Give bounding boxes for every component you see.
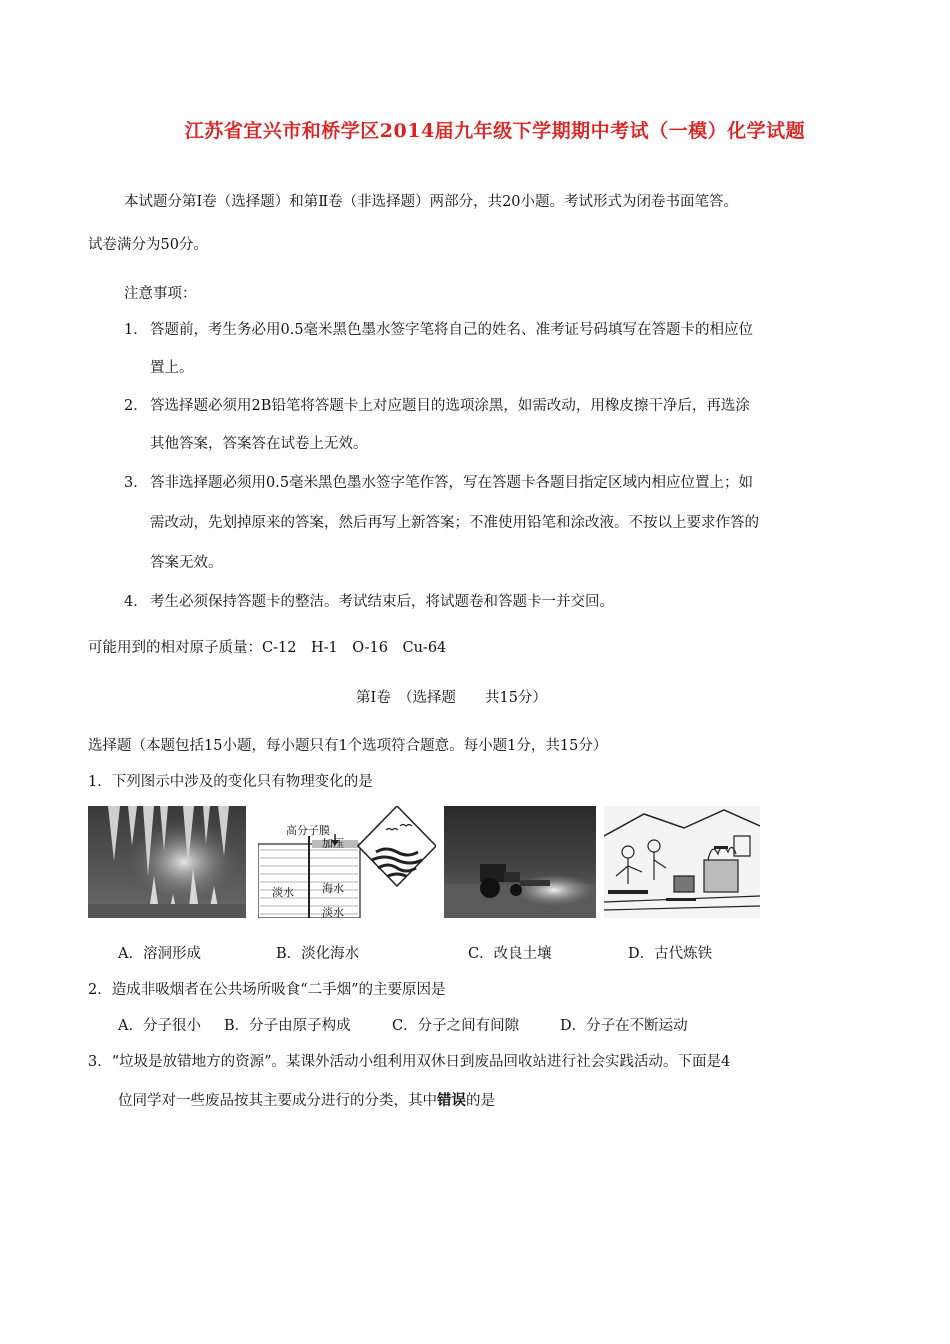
q3-text-post: 的是 (466, 1093, 495, 1109)
q2-option-a[interactable]: A．分子很小 (118, 1018, 201, 1034)
fresh-water-right-label: 淡水 (322, 906, 344, 918)
note-line: 答选择题必须用2B铅笔将答题卡上对应题目的选项涂黑，如需改动，用橡皮擦干净后，再选涂 (150, 398, 750, 414)
question-3-line-2 (118, 1089, 495, 1110)
cave-image (88, 806, 246, 918)
q1-option-d[interactable]: D．古代炼铁 (628, 946, 713, 962)
q1-option-c[interactable]: C．改良土壤 (468, 946, 552, 962)
ancient-smelting-image (604, 806, 760, 918)
intro-line-1: 本试题分第Ⅰ卷（选择题）和第Ⅱ卷（非选择题）两部分，共20小题。考试形式为闭卷书面笔答。 (124, 194, 739, 210)
membrane-label: 高分子膜 (286, 824, 330, 837)
atomic-mass-note: 可能用到的相对原子质量：C-12 H-1 O-16 Cu-64 (88, 640, 447, 656)
note-number: 3． (124, 475, 148, 491)
desalination-diagram (258, 806, 436, 918)
section-instructions: 选择题（本题包括15小题，每小题只有1个选项符合题意。每小题1分，共15分） (88, 738, 608, 754)
question-2-stem: 2．造成非吸烟者在公共场所吸食“二手烟”的主要原因是 (88, 982, 446, 998)
note-line: 答案无效。 (150, 555, 223, 571)
note-line: 置上。 (150, 360, 194, 376)
note-number: 2． (124, 398, 148, 414)
q3-emphasis: 错误 (437, 1092, 466, 1109)
pressure-label: 加压 (322, 837, 344, 850)
note-line: 其他答案，答案答在试卷上无效。 (150, 436, 368, 452)
note-line: 需改动，先划掉原来的答案，然后再写上新答案；不准使用铅笔和涂改液。不按以上要求作答的 (150, 515, 759, 531)
q2-option-b[interactable]: B．分子由原子构成 (224, 1018, 351, 1034)
fresh-water-left-label: 淡水 (272, 886, 294, 899)
note-line: 考生必须保持答题卡的整洁。考试结束后，将试题卷和答题卡一并交回。 (150, 594, 614, 610)
question-1-stem: 1．下列图示中涉及的变化只有物理变化的是 (88, 774, 373, 790)
q3-text-pre: 位同学对一些废品按其主要成分进行的分类，其中 (118, 1093, 437, 1109)
section-heading: 第Ⅰ卷 （选择题 共15分） (356, 690, 547, 706)
sea-water-label: 海水 (322, 882, 344, 895)
tractor-image (444, 806, 596, 918)
note-line: 答题前，考生务必用0.5毫米黑色墨水签字笔将自己的姓名、准考证号码填写在答题卡的相应位 (150, 322, 754, 338)
intro-line-2: 试卷满分为50分。 (88, 237, 208, 253)
note-number: 4． (124, 594, 148, 610)
q2-option-c[interactable]: C．分子之间有间隙 (392, 1018, 520, 1034)
question-3-line-1: 3．“垃圾是放错地方的资源”。某课外活动小组利用双休日到废品回收站进行社会实践活动。下面是4 (88, 1054, 731, 1070)
note-line: 答非选择题必须用0.5毫米黑色墨水签字笔作答，写在答题卡各题目指定区域内相应位置上；如 (150, 475, 754, 491)
note-number: 1． (124, 322, 148, 338)
notes-heading: 注意事项： (124, 286, 197, 302)
q1-option-b[interactable]: B．淡化海水 (276, 946, 360, 962)
q1-option-a[interactable]: A．溶洞形成 (118, 946, 201, 962)
q2-option-d[interactable]: D．分子在不断运动 (560, 1018, 688, 1034)
document-title: 江苏省宜兴市和桥学区2014届九年级下学期期中考试（一模）化学试题 (184, 120, 806, 142)
